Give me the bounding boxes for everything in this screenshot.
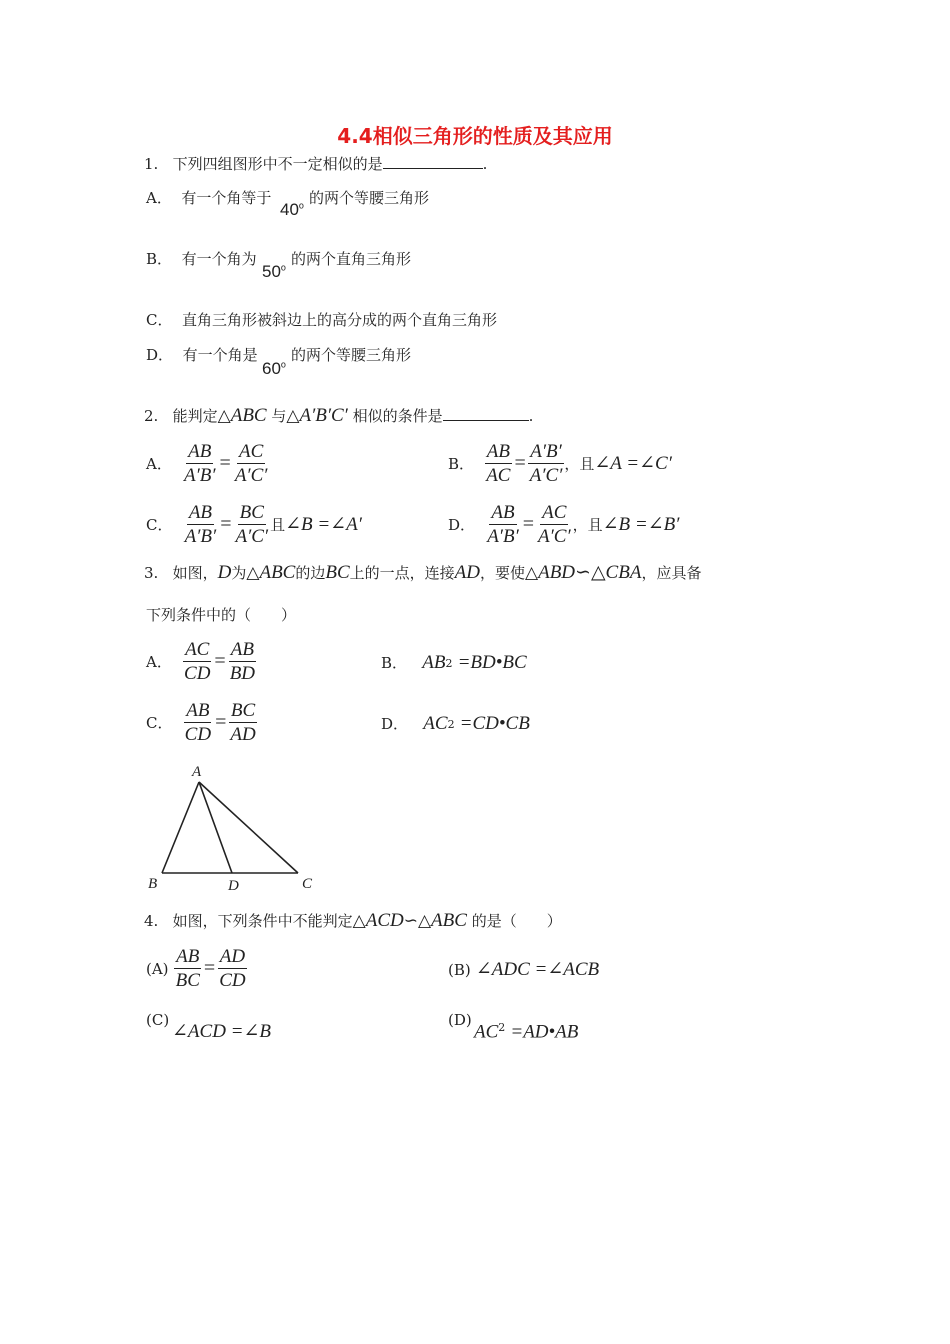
q3-option-b: B． AB 2 =BD•BC [381,652,527,673]
q1-option-b-tail: 的两个直角三角形 [291,250,412,268]
q1-angle-60: 60$^o$ [262,359,286,378]
q1-option-d: D． 有一个角是 [146,346,258,364]
q1-stem: 1. 下列四组图形中不一定相似的是 . [144,152,487,174]
q2-option-b: B． $\frac{AB}{AC}$ = $\frac{A'B'}{A'C'}$ ，且 ∠A =∠C′ [448,441,672,486]
q2-stem: 2. 能判定△ABC 与△A′B′C′ 相似的条件是 . [144,405,534,426]
q2-option-c: C． $\frac{AB}{A'B'}$ = $\frac{BC}{A'C'}$ 且 ∠B =∠A′ [146,502,362,547]
q3-option-a: A． $\frac{AC}{CD}$ = $\frac{AB}{BD}$ [146,639,256,684]
label-a: A [192,764,202,780]
answer-blank [443,404,529,421]
q4-option-c: ∠ACD =∠B [172,1021,272,1042]
q1-option-b: B． 有一个角为 [146,250,257,268]
q3-option-d: D． AC 2 =CD•CB [381,713,530,734]
q4-option-d: $AC^2$ =AD•AB [474,1021,579,1043]
q1-option-d-tail: 的两个等腰三角形 [291,346,412,364]
q4-option-a: (A) $\frac{AB}{BC}$ = $\frac{AD}{CD}$ [146,946,246,991]
q1-number: 1. [144,155,159,173]
q3-option-c: C． $\frac{AB}{CD}$ = $\frac{BC}{AD}$ [146,700,256,745]
segment-ab [162,782,199,873]
segment-ad [199,782,232,873]
q1-option-a-tail: 的两个等腰三角形 [309,189,430,207]
page-title: 4.4相似三角形的性质及其应用 [337,124,613,148]
segment-ac [199,782,298,873]
q1-option-a: A． 有一个角等于 [146,189,272,207]
q3-stem-line2: 下列条件中的（ ） [146,606,297,624]
q3-stem-line1: 3. 如图，D为△ABC的边BC上的一点，连接AD，要使△ABD∽△CBA，应具备 [144,562,702,583]
label-b: B [148,876,158,892]
q1-angle-40: 40$^o$ [280,200,304,219]
q1-angle-50: 50$^o$ [262,262,286,281]
q4-stem: 4. 如图，下列条件中不能判定△ACD∽△ABC 的是（ ） [144,910,562,931]
answer-blank [383,152,483,169]
q2-option-a: A． $\frac{AB}{A'B'}$ = $\frac{AC}{A'C'}$ [146,441,268,486]
q1-option-c: C． 直角三角形被斜边上的高分成的两个直角三角形 [146,311,498,329]
label-c: C [302,876,313,892]
q1-text: 下列四组图形中不一定相似的是 [172,155,383,173]
q4-option-c-label: (C) [146,1011,170,1029]
triangle-figure [140,760,330,895]
label-d: D [228,878,239,894]
q4-option-d-label: (D) [448,1011,472,1029]
q2-option-d: D． $\frac{AB}{A'B'}$ = $\frac{AC}{A'C'}$ ，且 ∠B =∠B′ [448,502,680,547]
q4-option-b: (B) ∠ADC =∠ACB [448,959,600,980]
